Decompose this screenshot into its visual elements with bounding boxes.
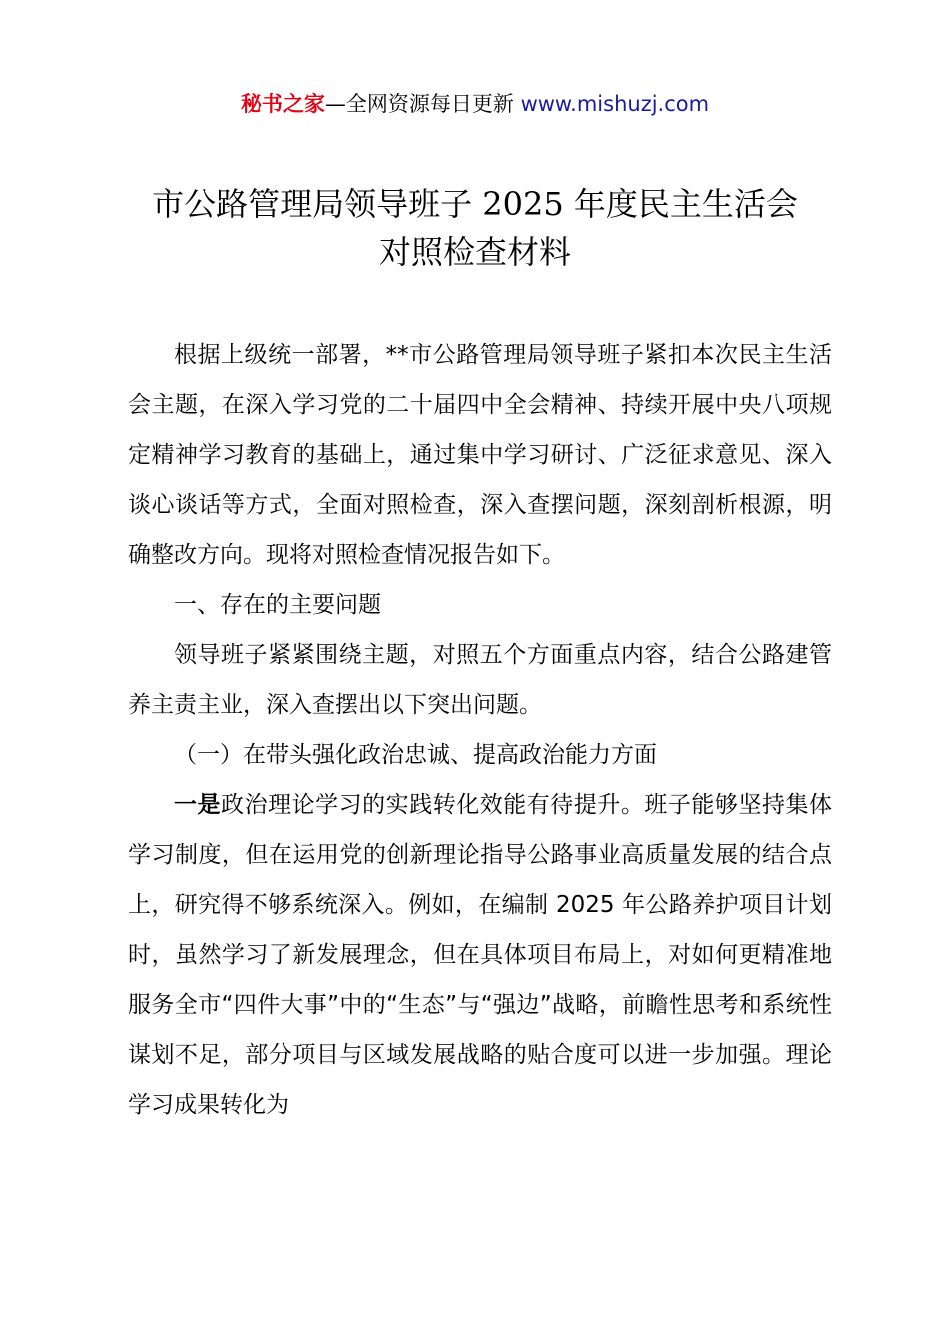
- site-url-link[interactable]: www.mishuzj.com: [520, 92, 710, 116]
- document-title-line-2: 对照检查材料: [378, 233, 571, 271]
- subsection-heading-political-loyalty: （一）在带头强化政治忠诚、提高政治能力方面: [174, 742, 657, 768]
- site-tagline: —全网资源每日更新: [324, 92, 521, 116]
- document-title: [0, 180, 950, 276]
- problem-one-text: 政治理论学习的实践转化效能有待提升。班子能够坚持集体学习制度，但在运用党的创新理论指导公路事业高质量发展的结合点上，研究得不够系统深入。例如，在编制 2025 年公路养护项目计划时，虽然学习了新发展理念，但在具体项目布局上，对如何更精准地服务全市“四件大事”中的“生态”与“强边”战略，前瞻性思考和系统性谋划不足，部分项目与区域发展战略的贴合度可以进一步加强。理论学习成果转化为: [128, 792, 833, 1118]
- problem-one-lead: 一是: [174, 792, 222, 818]
- section-heading-main-problems: 一、存在的主要问题: [174, 592, 381, 618]
- site-header: [0, 86, 950, 122]
- document-title-line-1: 市公路管理局领导班子 2025 年度民主生活会: [152, 185, 798, 223]
- site-brand: 秘书之家: [240, 92, 325, 116]
- problem-one-paragraph: [128, 780, 832, 1130]
- section-intro-paragraph: 领导班子紧紧围绕主题，对照五个方面重点内容，结合公路建管养主责主业，深入查摆出以下突出问题。: [128, 642, 832, 718]
- intro-paragraph: 根据上级统一部署，**市公路管理局领导班子紧扣本次民主生活会主题，在深入学习党的二十届四中全会精神、持续开展中央八项规定精神学习教育的基础上，通过集中学习研讨、广泛征求意见、深入谈心谈话等方式，全面对照检查，深入查摆问题，深刻剖析根源，明确整改方向。现将对照检查情况报告如下。: [128, 342, 832, 568]
- document-body: [128, 330, 832, 1130]
